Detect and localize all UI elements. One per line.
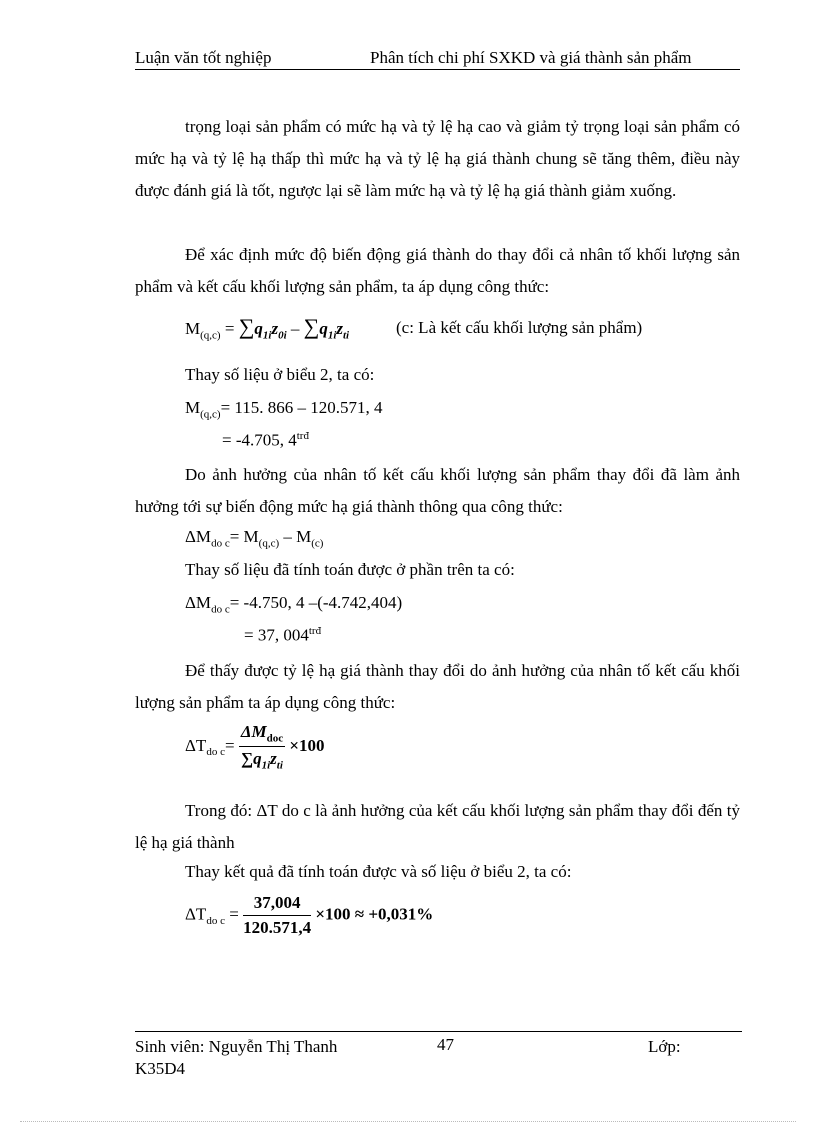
footer-student: Sinh viên: Nguyễn Thị Thanh	[135, 1037, 338, 1056]
header-thesis-label: Luận văn tốt nghiệp	[135, 48, 272, 67]
m-qc-value-line: $M_{(q,c)}= 115$. 866 – 120.571, 4	[185, 398, 383, 421]
footer-class-label: Lớp:	[648, 1037, 681, 1056]
footer-class-value: K35D4	[135, 1059, 186, 1078]
paragraph-3: Do ảnh hưởng của nhân tố kết cấu khối lượng sản phẩm thay đổi đã làm ảnh hưởng tới sự biến động mức hạ giá thành thông qua công thức:	[135, 465, 740, 516]
m-qc-value: = 115. 866 – 120.571, 4	[220, 398, 383, 417]
footer-divider	[135, 1031, 742, 1032]
delta-m-value-line: $\Delta M_{do c}= -4.750$, 4 –(-4.742,404)	[185, 593, 403, 616]
substitute-line-3: Thay kết quả đã tính toán được và số liệu ở biểu 2, ta có:	[185, 862, 572, 881]
formula-delta-t-result: $\Delta T_{do c}$ = $\frac{37,004}{120.571,4}$ ×100 ≈ +0,031%	[185, 893, 434, 937]
page-bottom-border	[20, 1121, 796, 1122]
formula-delta-m: $\Delta M_{do c}= M_{(q,c)} - M_{(c)}$	[185, 527, 324, 550]
paragraph-4: Để thấy được tỷ lệ hạ giá thành thay đổi do ảnh hưởng của nhân tố kết cấu khối lượng sản phẩm ta áp dụng công thức:	[135, 661, 740, 712]
fraction-denominator: 120.571,4	[243, 918, 312, 937]
header-divider	[135, 69, 740, 70]
footer-page-number: 47	[437, 1035, 454, 1054]
delta-m-result: = 37, 004	[244, 625, 309, 645]
formula-m-qc: $M_{(q,c)} = \sum q_{1i}z_{0i} - \sum q_{1i}z_{ti}$	[185, 314, 350, 342]
delta-m-value: = -4.750, 4 –(-4.742,404)	[229, 593, 403, 612]
fraction-numerator: 37,004	[243, 893, 311, 916]
delta-m-result-line	[244, 625, 321, 646]
paragraph-5: Trong đó: ΔT do c là ảnh hưởng của kết cấu khối lượng sản phẩm thay đổi đến tỷ lệ hạ giá thành	[135, 801, 740, 852]
substitute-line-1: Thay số liệu ở biểu 2, ta có:	[185, 365, 375, 384]
header-title: Phân tích chi phí SXKD và giá thành sản phẩm	[370, 48, 692, 67]
formula-note: (c: Là kết cấu khối lượng sản phẩm)	[396, 318, 643, 337]
m-qc-result-line	[222, 430, 309, 451]
m-qc-result: = -4.705, 4	[222, 430, 297, 450]
fraction-tail: ×100 ≈ +0,031%	[315, 904, 434, 924]
unit-superscript-1: trđ	[296, 430, 309, 442]
paragraph-1: trọng loại sản phẩm có mức hạ và tỷ lệ hạ cao và giảm tỷ trọng loại sản phẩm có mức hạ và tỷ lệ hạ thấp thì mức hạ và tỷ lệ hạ giá thành chung sẽ tăng thêm, điều này được đánh giá là tốt, ngược lại sẽ làm mức hạ và tỷ lệ hạ giá thành giảm xuống.	[135, 117, 740, 200]
paragraph-2: Để xác định mức độ biến động giá thành do thay đổi cả nhân tố khối lượng sản phẩm và kết cấu khối lượng sản phẩm, ta áp dụng công thức:	[135, 245, 740, 296]
unit-superscript-2: trđ	[308, 625, 322, 637]
formula-delta-t: $\Delta T_{do c}=$ $\frac{\Delta M_{doc}}{\sum q_{1i}z_{ti}}$ ×100	[185, 722, 325, 772]
substitute-line-2: Thay số liệu đã tính toán được ở phần trên ta có:	[185, 560, 515, 579]
